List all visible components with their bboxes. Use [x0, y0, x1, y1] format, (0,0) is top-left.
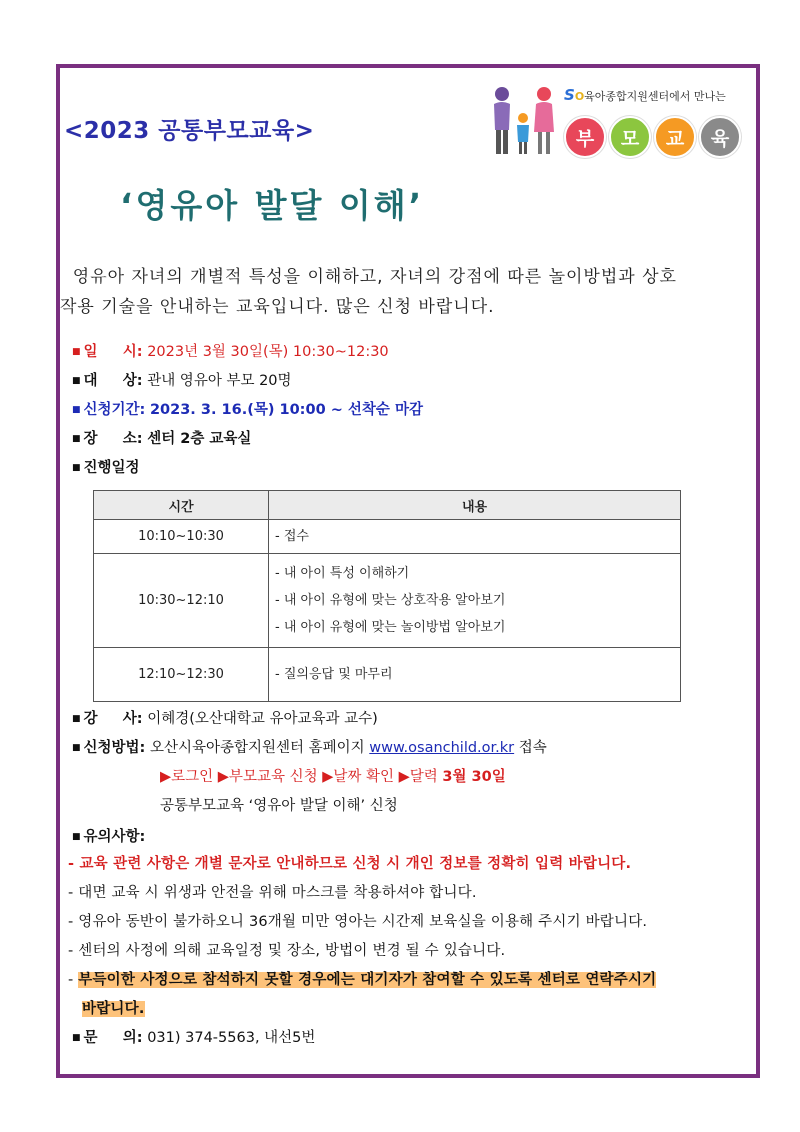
schedule-time-header: 시간 [94, 491, 269, 520]
table-row [94, 554, 681, 648]
info-target-row [72, 369, 292, 390]
intro-line: 작용 기술을 안내하는 교육입니다. 많은 신청 바랍니다. [60, 297, 495, 317]
schedule-table [93, 490, 681, 702]
bullet-square-icon: ■ [72, 832, 81, 842]
info-method-label: 신청방법: [83, 740, 146, 756]
logo-caption [564, 86, 726, 104]
info-contact-label: 문 의: [83, 1030, 143, 1046]
apply-steps-row [160, 765, 506, 786]
schedule-content-header: 내용 [269, 491, 681, 520]
apply-steps-text-2: 공통부모교육 ‘영유아 발달 이해’ 신청 [160, 798, 398, 814]
bullet-square-icon: ■ [72, 347, 81, 357]
info-schedule-row [72, 456, 140, 477]
bullet-square-icon: ■ [72, 714, 81, 724]
schedule-item: - 내 아이 특성 이해하기 [275, 566, 410, 581]
info-contact-value: 031) 374-5563, 내선5번 [147, 1030, 316, 1046]
bullet-square-icon: ■ [72, 376, 81, 386]
info-schedule-label: 진행일정 [83, 460, 140, 476]
schedule-header-row [94, 491, 681, 520]
schedule-item: - 내 아이 유형에 맞는 상호작용 알아보기 [275, 593, 506, 608]
info-method-prefix: 오산시육아종합지원센터 홈페이지 [149, 740, 370, 756]
note-item-highlight [68, 968, 656, 989]
info-place-value: 센터 2층 교육실 [147, 431, 252, 447]
info-target-value: 관내 영유아 부모 20명 [147, 373, 292, 389]
info-contact-row [72, 1026, 315, 1047]
info-notes-label: 유의사항: [83, 829, 146, 845]
note-highlight-text: 부득이한 사정으로 참석하지 못할 경우에는 대기자가 참여할 수 있도록 센터로 연락주시기 [78, 972, 657, 988]
info-notes-row [72, 825, 145, 846]
family-illustration-icon [484, 82, 564, 160]
info-method-suffix: 접속 [514, 740, 547, 756]
info-date-row [72, 340, 389, 361]
note-item: - 대면 교육 시 위생과 안전을 위해 마스크를 착용하셔야 합니다. [68, 885, 477, 901]
logo-caption-text: 육아종합지원센터에서 만나는 [584, 90, 726, 103]
parent-education-logo [484, 82, 746, 162]
note-item: - 센터의 사정에 의해 교육일정 및 장소, 방법이 변경 될 수 있습니다. [68, 943, 506, 959]
info-apply-period-row [72, 398, 423, 419]
schedule-time-cell: 10:30~12:10 [94, 554, 269, 648]
logo-o-mark: O [574, 90, 585, 103]
info-method-row [72, 736, 547, 757]
logo-syllable: 교 [654, 116, 696, 158]
info-place-label: 장 소: [83, 431, 143, 447]
apply-steps-row-2 [160, 794, 398, 815]
logo-syllable: 육 [699, 116, 741, 158]
bullet-square-icon: ■ [72, 743, 81, 753]
table-row [94, 520, 681, 554]
bullet-square-icon: ■ [72, 434, 81, 444]
bullet-square-icon: ■ [72, 1033, 81, 1043]
schedule-content-cell [269, 520, 681, 554]
schedule-item: - 접수 [275, 529, 309, 544]
schedule-item: - 질의응답 및 마무리 [275, 667, 393, 682]
info-apply-period-label: 신청기간: [83, 402, 146, 418]
logo-syllable: 부 [564, 116, 606, 158]
logo-s-mark: S [564, 86, 575, 104]
main-title: ‘영유아 발달 이해’ [120, 186, 425, 225]
note-dash: - [68, 972, 79, 988]
apply-steps-date: 3월 30일 [442, 769, 506, 785]
info-apply-period-value: 2023. 3. 16.(목) 10:00 ~ 선착순 마감 [149, 402, 423, 418]
note-highlight-text: 바랍니다. [82, 1001, 145, 1017]
page-header-title: <2023 공통부모교육> [64, 118, 315, 144]
bullet-square-icon: ■ [72, 405, 81, 415]
schedule-time-cell: 12:10~12:30 [94, 648, 269, 702]
logo-syllable-circles [564, 116, 741, 158]
info-lecturer-row [72, 707, 378, 728]
apply-steps-text: ▶로그인 ▶부모교육 신청 ▶날짜 확인 ▶달력 [160, 769, 443, 785]
table-row [94, 648, 681, 702]
schedule-content-cell [269, 554, 681, 648]
note-item: - 교육 관련 사항은 개별 문자로 안내하므로 신청 시 개인 정보를 정확히 입력 바랍니다. [68, 856, 632, 872]
note-item: - 영유아 동반이 불가하오니 36개월 미만 영아는 시간제 보육실을 이용해 주시기 바랍니다. [68, 914, 648, 930]
logo-syllable: 모 [609, 116, 651, 158]
schedule-content-cell [269, 648, 681, 702]
info-date-value: 2023년 3월 30일(목) 10:30~12:30 [147, 344, 389, 360]
center-homepage-link[interactable]: www.osanchild.or.kr [369, 740, 515, 756]
schedule-item: - 내 아이 유형에 맞는 놀이방법 알아보기 [275, 620, 506, 635]
info-date-label: 일 시: [83, 344, 143, 360]
schedule-time-cell: 10:10~10:30 [94, 520, 269, 554]
intro-line: 영유아 자녀의 개별적 특성을 이해하고, 자녀의 강점에 따른 놀이방법과 상호 [60, 267, 677, 287]
info-place-row [72, 427, 251, 448]
intro-paragraph [60, 262, 754, 322]
info-lecturer-value: 이혜경(오산대학교 유아교육과 교수) [147, 711, 378, 727]
info-lecturer-label: 강 사: [83, 711, 143, 727]
info-target-label: 대 상: [83, 373, 143, 389]
bullet-square-icon: ■ [72, 463, 81, 473]
note-item-highlight-cont [82, 997, 145, 1018]
